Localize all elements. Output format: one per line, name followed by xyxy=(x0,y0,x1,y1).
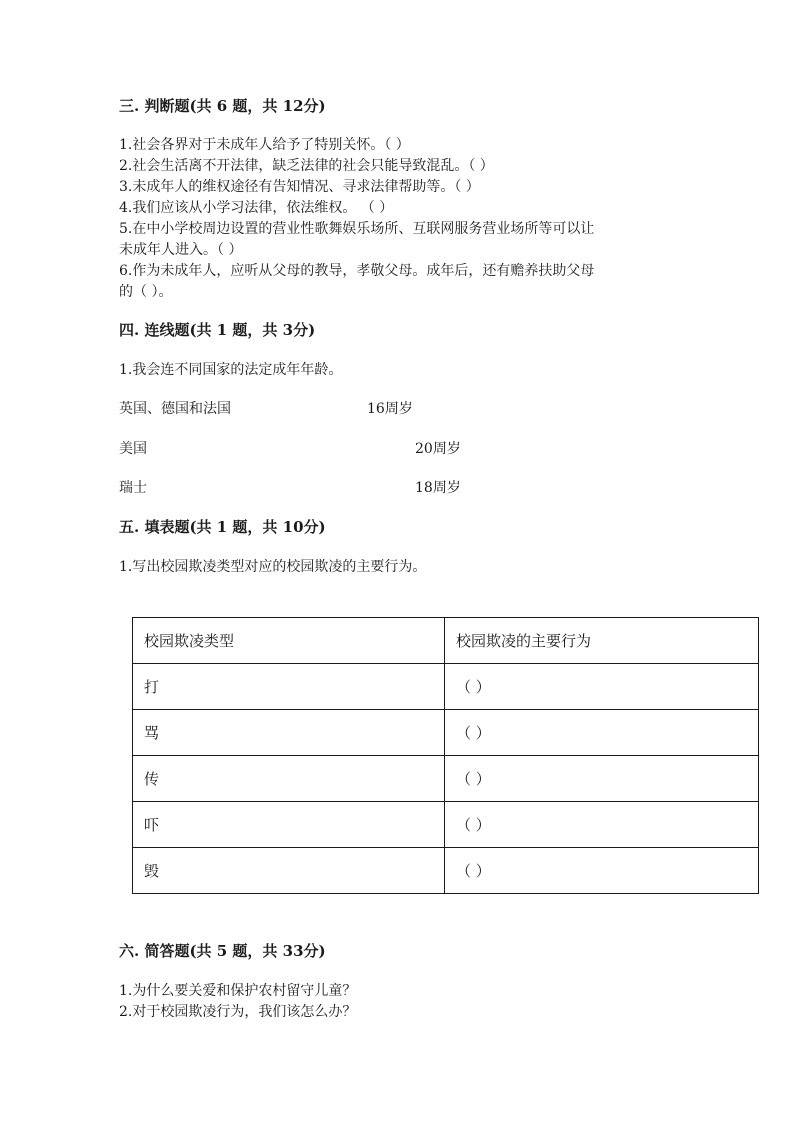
table-row xyxy=(133,710,759,756)
section-6-title: 六. 简答题(共 5 题，共 33分) xyxy=(119,942,326,960)
tf-question-6-line-1: 6.作为未成年人，应听从父母的教导，孝敬父母。成年后，还有赡养扶助父母 xyxy=(119,263,595,279)
short-answer-question-1: 1.为什么要关爱和保护农村留守儿童？ xyxy=(119,983,357,999)
section-5-title: 五. 填表题(共 1 题，共 10分) xyxy=(119,518,326,536)
table-cell-type: 骂 xyxy=(133,710,445,756)
table-cell-answer: （ ） xyxy=(445,664,759,710)
table-row xyxy=(133,664,759,710)
matching-right-item-2: 20周岁 xyxy=(415,441,461,457)
table-cell-type: 吓 xyxy=(133,802,445,848)
matching-right-item-3: 18周岁 xyxy=(415,480,461,496)
table-cell-answer: （ ） xyxy=(445,802,759,848)
tf-question-3: 3.未成年人的维权途径有告知情况、寻求法律帮助等。（ ） xyxy=(119,179,480,195)
table-question-1: 1.写出校园欺凌类型对应的校园欺凌的主要行为。 xyxy=(119,559,427,575)
table-cell-type: 毁 xyxy=(133,848,445,894)
tf-question-4: 4.我们应该从小学习法律，依法维权。 （ ） xyxy=(119,200,394,216)
tf-question-5-line-2: 未成年人进入。（ ） xyxy=(119,242,243,258)
table-header-row xyxy=(133,618,759,664)
matching-left-item-3: 瑞士 xyxy=(119,480,147,496)
matching-left-item-2: 美国 xyxy=(119,441,147,457)
table-cell-type: 打 xyxy=(133,664,445,710)
short-answer-question-2: 2.对于校园欺凌行为，我们该怎么办？ xyxy=(119,1004,357,1020)
table-header-behavior: 校园欺凌的主要行为 xyxy=(445,618,759,664)
table-row xyxy=(133,848,759,894)
tf-question-1: 1.社会各界对于未成年人给予了特别关怀。（ ） xyxy=(119,137,410,153)
section-4-title: 四. 连线题(共 1 题，共 3分) xyxy=(119,321,316,339)
bullying-table xyxy=(132,617,759,894)
tf-question-2: 2.社会生活离不开法律，缺乏法律的社会只能导致混乱。（ ） xyxy=(119,158,494,174)
table-cell-answer: （ ） xyxy=(445,756,759,802)
table-cell-type: 传 xyxy=(133,756,445,802)
table-row xyxy=(133,802,759,848)
tf-question-5-line-1: 5.在中小学校周边设置的营业性歌舞娱乐场所、互联网服务营业场所等可以让 xyxy=(119,221,595,237)
matching-left-item-1: 英国、德国和法国 xyxy=(119,401,231,417)
matching-question-1: 1.我会连不同国家的法定成年年龄。 xyxy=(119,362,343,378)
table-row xyxy=(133,756,759,802)
table-cell-answer: （ ） xyxy=(445,848,759,894)
section-3-title: 三. 判断题(共 6 题，共 12分) xyxy=(119,97,326,115)
table-header-type: 校园欺凌类型 xyxy=(133,618,445,664)
tf-question-6-line-2: 的（ ）。 xyxy=(119,284,173,300)
matching-right-item-1: 16周岁 xyxy=(367,401,413,417)
table-cell-answer: （ ） xyxy=(445,710,759,756)
